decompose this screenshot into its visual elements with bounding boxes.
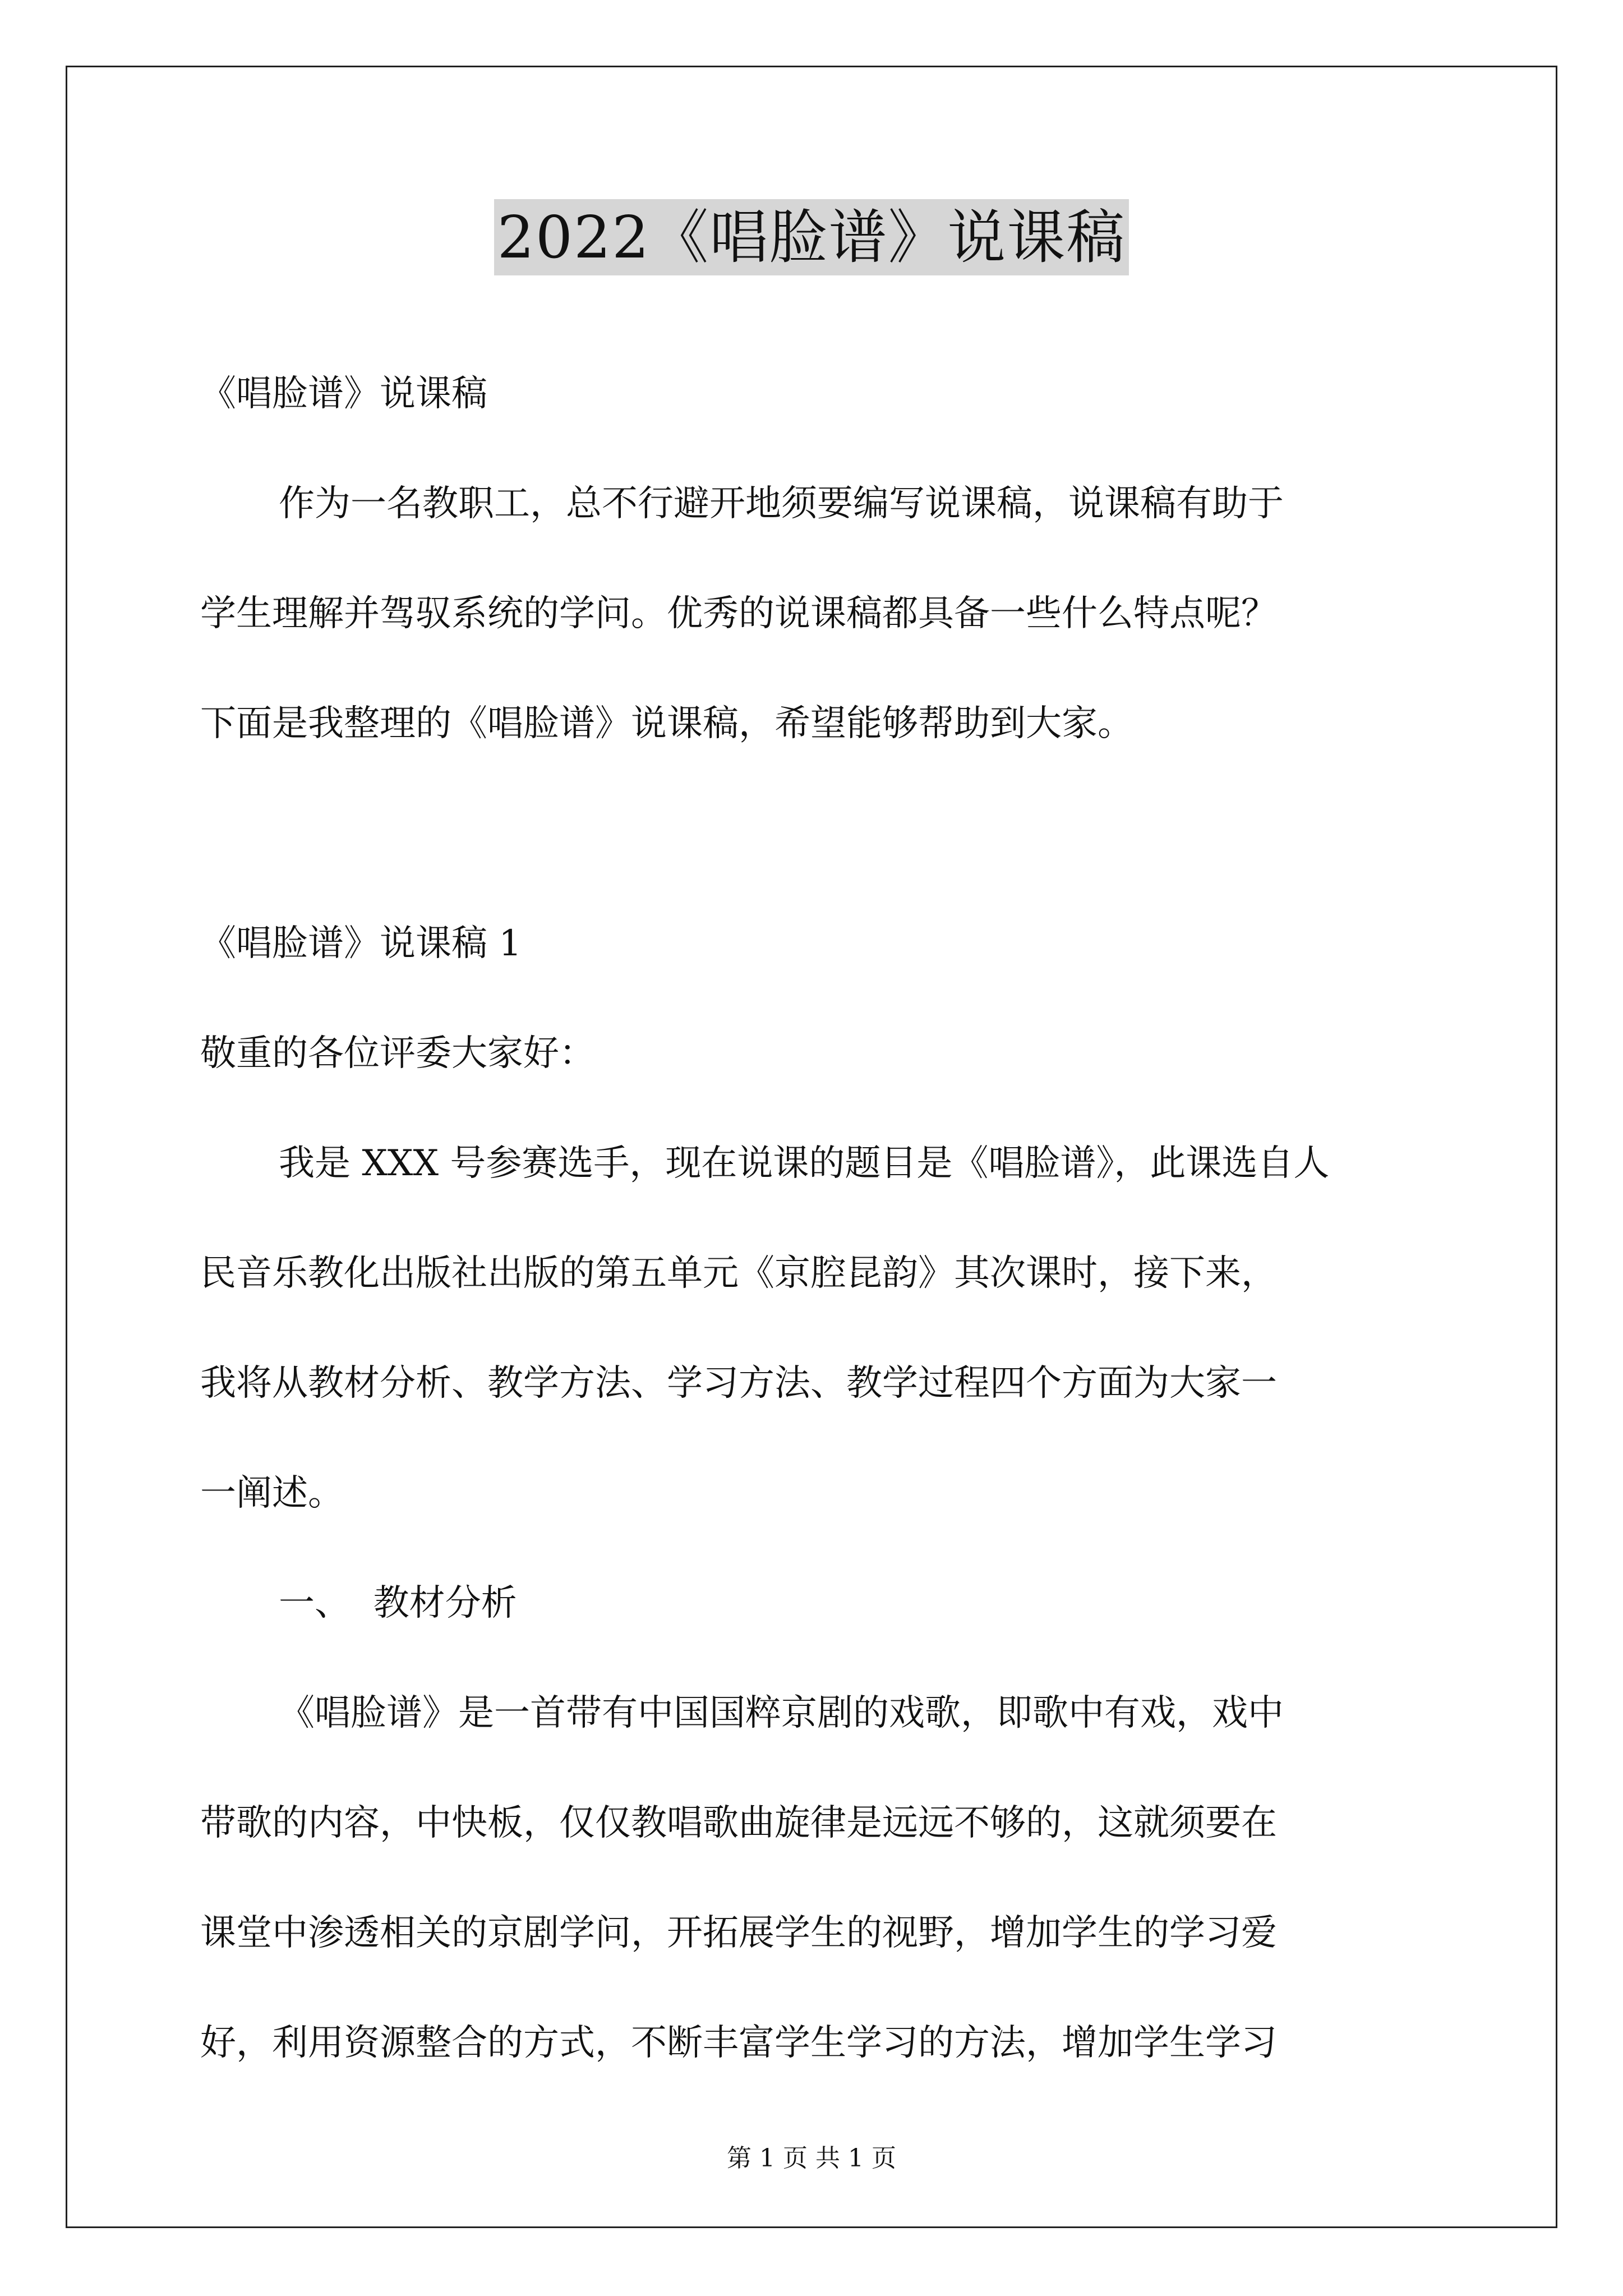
greeting: 敬重的各位评委大家好： — [200, 1033, 595, 1074]
page-footer: 第 1 页 共 1 页 — [727, 2144, 896, 2173]
document-title-text: 2022《唱脸谱》说课稿 — [494, 199, 1129, 275]
heading-teaching-material-analysis: 一、 教材分析 — [279, 1582, 517, 1624]
intro-line-3: 下面是我整理的《唱脸谱》说课稿，希望能够帮助到大家。 — [200, 703, 1133, 744]
body1-line-4: 一阐述。 — [200, 1473, 344, 1514]
body2-line-2: 带歌的内容，中快板，仅仅教唱歌曲旋律是远远不够的，这就须要在 — [200, 1802, 1277, 1844]
body1-line-3: 我将从教材分析、教学方法、学习方法、教学过程四个方面为大家一 — [200, 1363, 1277, 1404]
body2-line-3: 课堂中渗透相关的京剧学问，开拓展学生的视野，增加学生的学习爱 — [200, 1912, 1277, 1954]
subtitle: 《唱脸谱》说课稿 — [200, 373, 487, 415]
intro-line-2: 学生理解并驾驭系统的学问。优秀的说课稿都具备一些什么特点呢？ — [200, 593, 1277, 634]
body1-line-1: 我是 XXX 号参赛选手，现在说课的题目是《唱脸谱》，此课选自人 — [279, 1143, 1330, 1184]
section-title: 《唱脸谱》说课稿 1 — [200, 923, 522, 964]
body2-line-4: 好，利用资源整合的方式，不断丰富学生学习的方法，增加学生学习 — [200, 2022, 1277, 2064]
intro-line-1: 作为一名教职工，总不行避开地须要编写说课稿，说课稿有助于 — [279, 483, 1284, 524]
document-title — [0, 199, 1623, 275]
body2-line-1: 《唱脸谱》是一首带有中国国粹京剧的戏歌，即歌中有戏，戏中 — [279, 1692, 1284, 1734]
body1-line-2: 民音乐教化出版社出版的第五单元《京腔昆韵》其次课时，接下来， — [200, 1253, 1277, 1294]
